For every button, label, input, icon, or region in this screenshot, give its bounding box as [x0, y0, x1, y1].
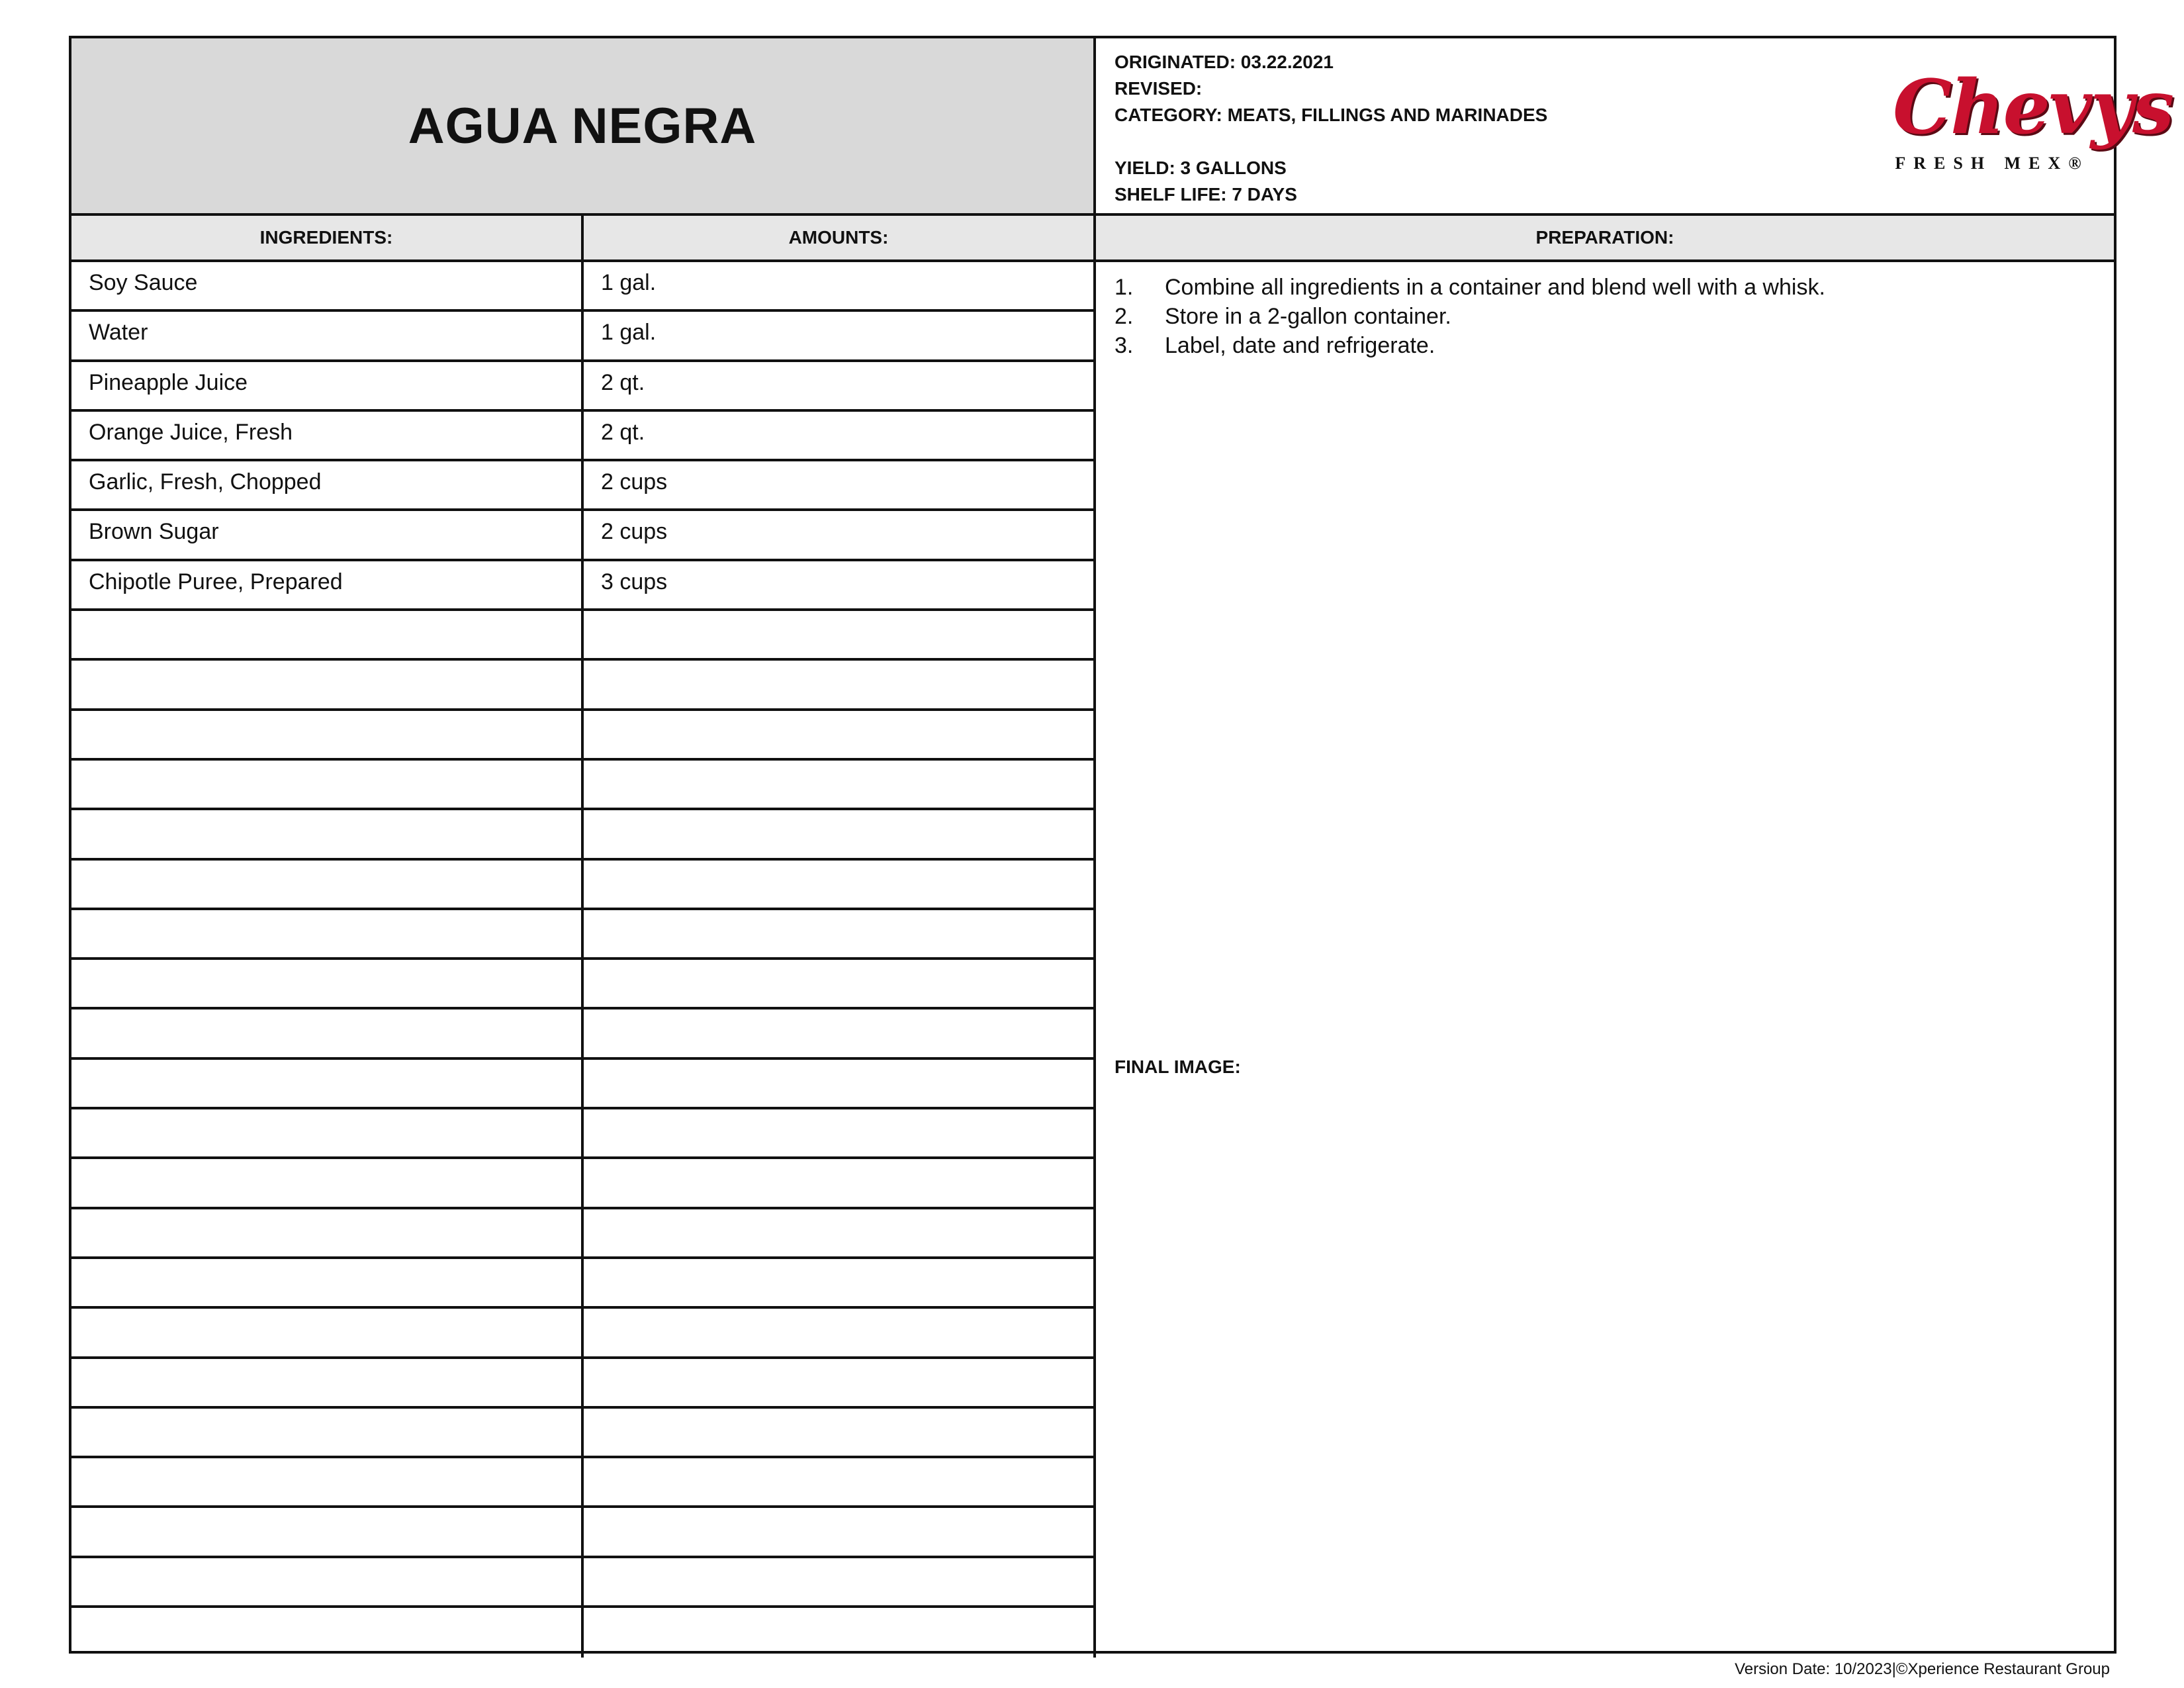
- recipe-card: [69, 36, 2173, 1654]
- amount-cell: 2 cups: [584, 511, 1096, 558]
- ingredient-cell: [71, 1508, 584, 1555]
- table-row: [71, 1508, 1096, 1558]
- amount-cell: 1 gal.: [584, 312, 1096, 359]
- amount-cell: 2 qt.: [584, 362, 1096, 409]
- ingredient-cell: Soy Sauce: [71, 262, 584, 309]
- amount-cell: [584, 861, 1096, 908]
- ingredient-cell: [71, 761, 584, 808]
- table-row: [71, 611, 1096, 661]
- amounts-header: AMOUNTS:: [584, 216, 1096, 262]
- amount-cell: [584, 1259, 1096, 1306]
- table-row: [71, 1409, 1096, 1458]
- recipe-title: AGUA NEGRA: [408, 97, 757, 154]
- ingredient-cell: [71, 1159, 584, 1206]
- amount-cell: [584, 1060, 1096, 1107]
- preparation-header: PREPARATION:: [1096, 216, 2114, 262]
- ingredient-cell: Brown Sugar: [71, 511, 584, 558]
- ingredient-cell: [71, 611, 584, 658]
- originated-date: ORIGINATED: 03.22.2021: [1115, 52, 1334, 72]
- version-footer: Version Date: 10/2023|©Xperience Restaurant Group: [1735, 1660, 2110, 1678]
- table-row: [71, 1309, 1096, 1358]
- amount-cell: 1 gal.: [584, 262, 1096, 309]
- step-number: 1.: [1115, 275, 1134, 300]
- logo-tagline: FRESH MEX®: [1895, 154, 2089, 173]
- amount-cell: [584, 661, 1096, 708]
- table-row: [71, 1209, 1096, 1259]
- ingredient-cell: Pineapple Juice: [71, 362, 584, 409]
- table-row: [71, 711, 1096, 761]
- ingredient-cell: [71, 960, 584, 1007]
- amount-cell: [584, 1159, 1096, 1206]
- logo-wordmark: Chevys: [1893, 64, 2173, 151]
- amount-cell: [584, 611, 1096, 658]
- amount-cell: [584, 1359, 1096, 1406]
- ingredient-cell: [71, 810, 584, 857]
- ingredient-cell: [71, 861, 584, 908]
- ingredient-cell: [71, 1558, 584, 1605]
- ingredient-table: [71, 262, 1096, 1658]
- category: CATEGORY: MEATS, FILLINGS AND MARINADES: [1115, 105, 1548, 125]
- ingredient-cell: [71, 1109, 584, 1156]
- table-row: [71, 511, 1096, 561]
- table-row: [71, 1109, 1096, 1159]
- chevys-logo: [1893, 64, 2173, 191]
- step-number: 3.: [1115, 333, 1134, 358]
- amount-cell: [584, 1109, 1096, 1156]
- revised-date: REVISED:: [1115, 78, 1203, 99]
- ingredient-cell: [71, 1259, 584, 1306]
- amount-cell: [584, 1558, 1096, 1605]
- amount-cell: [584, 1458, 1096, 1505]
- table-row: [71, 910, 1096, 960]
- table-row: [71, 861, 1096, 910]
- ingredient-cell: Garlic, Fresh, Chopped: [71, 461, 584, 508]
- table-row: [71, 960, 1096, 1009]
- table-row: [71, 312, 1096, 361]
- ingredient-cell: [71, 1409, 584, 1456]
- ingredient-cell: [71, 1608, 584, 1658]
- title-cell: [71, 38, 1096, 216]
- ingredient-cell: [71, 661, 584, 708]
- table-row: [71, 1259, 1096, 1309]
- ingredient-cell: Orange Juice, Fresh: [71, 412, 584, 459]
- table-row: [71, 262, 1096, 312]
- amount-cell: [584, 910, 1096, 957]
- prep-step: [1115, 331, 2114, 360]
- table-row: [71, 362, 1096, 412]
- table-row: [71, 412, 1096, 461]
- shelf-life: SHELF LIFE: 7 DAYS: [1115, 184, 1297, 205]
- ingredient-cell: [71, 910, 584, 957]
- amount-cell: [584, 761, 1096, 808]
- table-row: [71, 661, 1096, 710]
- amount-cell: [584, 1409, 1096, 1456]
- amount-cell: 2 qt.: [584, 412, 1096, 459]
- table-row: [71, 1558, 1096, 1608]
- amount-cell: [584, 960, 1096, 1007]
- amount-cell: [584, 1209, 1096, 1256]
- table-row: [71, 810, 1096, 860]
- amount-cell: 2 cups: [584, 461, 1096, 508]
- recipe-meta: [1096, 38, 2173, 216]
- ingredient-cell: [71, 1309, 584, 1356]
- amount-cell: [584, 711, 1096, 758]
- ingredient-cell: Water: [71, 312, 584, 359]
- prep-step: [1115, 302, 2114, 331]
- ingredient-cell: [71, 1458, 584, 1505]
- final-image-label: FINAL IMAGE:: [1115, 1056, 1241, 1077]
- table-row: [71, 1009, 1096, 1059]
- table-row: [71, 1608, 1096, 1658]
- table-row: [71, 1060, 1096, 1109]
- ingredient-cell: [71, 1209, 584, 1256]
- amount-cell: 3 cups: [584, 561, 1096, 608]
- preparation-section: [1096, 262, 2114, 1651]
- ingredient-cell: [71, 1009, 584, 1056]
- prep-step: [1115, 273, 2114, 302]
- yield: YIELD: 3 GALLONS: [1115, 158, 1287, 178]
- amount-cell: [584, 810, 1096, 857]
- ingredients-header: INGREDIENTS:: [71, 216, 584, 262]
- table-row: [71, 561, 1096, 611]
- table-row: [71, 761, 1096, 810]
- table-row: [71, 1159, 1096, 1209]
- step-text: Store in a 2-gallon container.: [1165, 304, 1451, 329]
- amount-cell: [584, 1508, 1096, 1555]
- ingredient-cell: Chipotle Puree, Prepared: [71, 561, 584, 608]
- ingredient-cell: [71, 1359, 584, 1406]
- table-row: [71, 1359, 1096, 1409]
- table-row: [71, 1458, 1096, 1508]
- amount-cell: [584, 1608, 1096, 1658]
- step-text: Label, date and refrigerate.: [1165, 333, 1435, 358]
- step-number: 2.: [1115, 304, 1134, 329]
- ingredient-cell: [71, 711, 584, 758]
- amount-cell: [584, 1009, 1096, 1056]
- step-text: Combine all ingredients in a container and blend well with a whisk.: [1165, 275, 1825, 300]
- ingredient-cell: [71, 1060, 584, 1107]
- amount-cell: [584, 1309, 1096, 1356]
- table-row: [71, 461, 1096, 511]
